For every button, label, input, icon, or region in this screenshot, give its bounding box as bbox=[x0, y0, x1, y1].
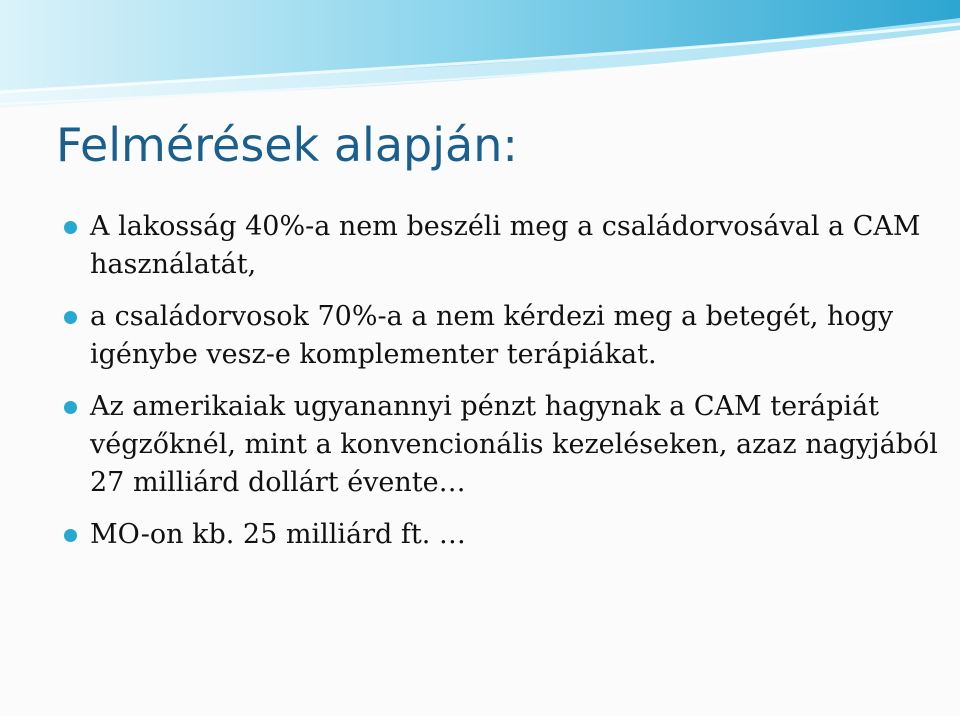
bullet-dot-icon bbox=[64, 401, 77, 414]
bullet-dot-icon bbox=[64, 221, 77, 234]
bullet-item bbox=[62, 388, 942, 502]
bullet-dot-icon bbox=[64, 311, 77, 324]
bullet-text: MO-on kb. 25 milliárd ft. … bbox=[90, 519, 466, 550]
bullet-item bbox=[62, 298, 942, 374]
slide-title: Felmérések alapján: bbox=[56, 118, 518, 172]
header-wave-decoration bbox=[0, 0, 960, 120]
bullet-text: a családorvosok 70%-a a nem kérdezi meg a betegét, hogy igénybe vesz-e komplementer terápiákat. bbox=[90, 301, 894, 370]
bullet-item bbox=[62, 516, 942, 554]
bullet-list bbox=[62, 208, 942, 568]
bullet-item bbox=[62, 208, 942, 284]
bullet-text: Az amerikaiak ugyanannyi pénzt hagynak a CAM terápiát végzőknél, mint a konvencionális kezeléseken, azaz nagyjából 27 milliárd dollárt évente… bbox=[90, 391, 938, 498]
bullet-dot-icon bbox=[64, 529, 77, 542]
bullet-text: A lakosság 40%-a nem beszéli meg a családorvosával a CAM használatát, bbox=[90, 211, 921, 280]
